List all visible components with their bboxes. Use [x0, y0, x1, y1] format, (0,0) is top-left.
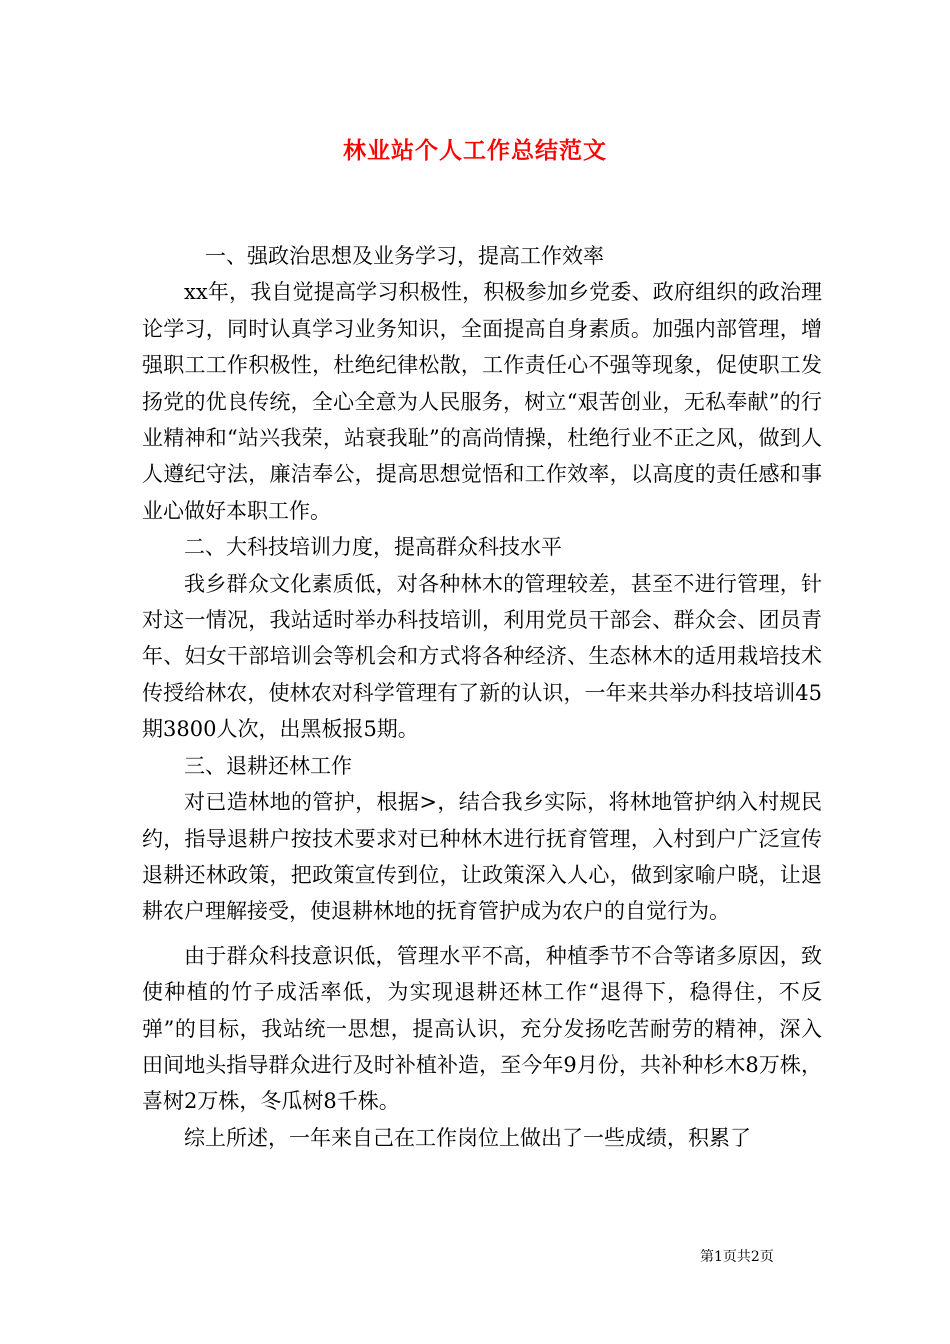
page-indicator: 第1页共2页 — [700, 1249, 774, 1265]
paragraph-1: xx年，我自觉提高学习积极性，积极参加乡党委、政府组织的政治理论学习，同时认真学习业务知识，全面提高自身素质。加强内部管理，增强职工工作积极性，杜绝纪律松散，工作责任心不强等现象，促使职工发扬党的优良传统，全心全意为人民服务，树立“艰苦创业，无私奉献”的行业精神和“站兴我荣，站衰我耻”的高尚情操，杜绝行业不正之风，做到人人遵纪守法，廉洁奉公，提高思想觉悟和工作效率，以高度的责任感和事业心做好本职工作。 — [142, 280, 822, 523]
paragraph-2: 我乡群众文化素质低，对各种林木的管理较差，甚至不进行管理，针对这一情况，我站适时举办科技培训，利用党员干部会、群众会、团员青年、妇女干部培训会等机会和方式将各种经济、生态林木的适用栽培技术传授给林农，使林农对科学管理有了新的认识，一年来共举办科技培训45期3800人次，出黑板报5期。 — [142, 571, 822, 742]
paragraph-4: 由于群众科技意识低，管理水平不高，种植季节不合等诸多原因，致使种植的竹子成活率低，为实现退耕还林工作“退得下，稳得住，不反弹”的目标，我站统一思想，提高认识，充分发扬吃苦耐劳的精神，深入田间地头指导群众进行及时补植补造，至今年9月份，共补种杉木8万株，喜树2万株，冬瓜树8千株。 — [142, 943, 822, 1114]
section-heading-1: 一、强政治思想及业务学习，提高工作效率 — [205, 244, 604, 268]
document-title: 林业站个人工作总结范文 — [343, 137, 607, 164]
paragraph-3: 对已造林地的管护，根据>，结合我乡实际，将林地管护纳入村规民约，指导退耕户按技术要求对已种林木进行抚育管理，入村到户广泛宣传退耕还林政策，把政策宣传到位，让政策深入人心，做到家喻户晓，让退耕农户理解接受，使退耕林地的抚育管护成为农户的自觉行为。 — [142, 790, 822, 924]
section-heading-3: 三、退耕还林工作 — [184, 753, 352, 778]
section-heading-2: 二、大科技培训力度，提高群众科技水平 — [184, 535, 562, 560]
paragraph-5: 综上所述，一年来自己在工作岗位上做出了一些成绩，积累了 — [184, 1125, 751, 1150]
document-body — [142, 238, 822, 1156]
